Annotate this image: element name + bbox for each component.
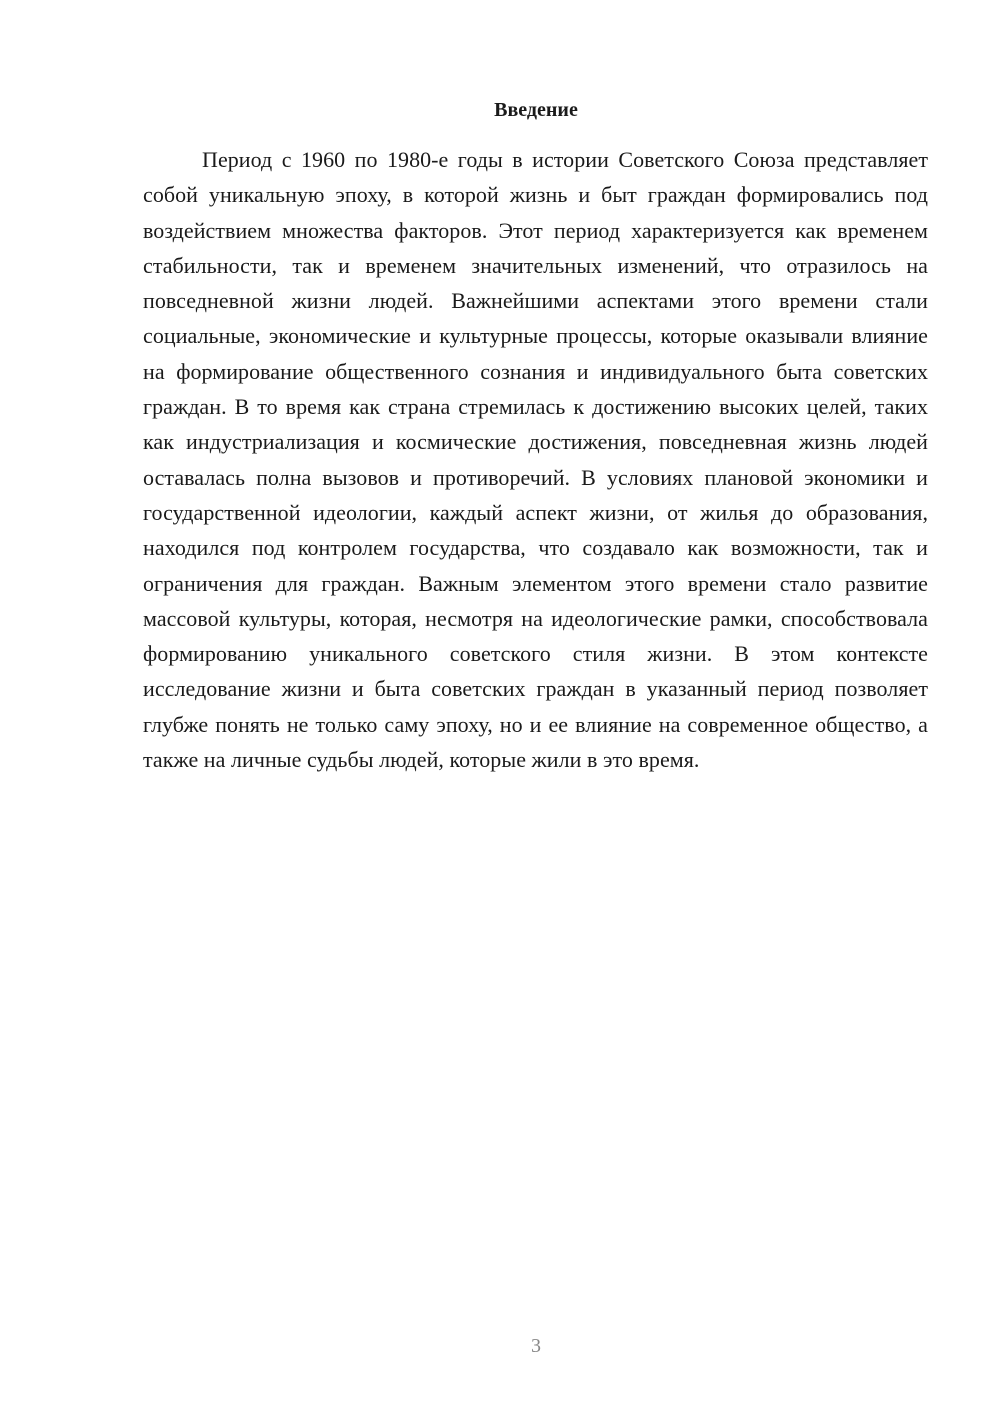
page-number: 3 <box>531 1335 541 1357</box>
body-paragraph: Период с 1960 по 1980-е годы в истории Советского Союза представляет собой уникальную эпоху, в которой жизнь и быт граждан формировались под воздействием множества факторов. Этот период характеризуется как временем стабильности, так и временем значительных изменений, что отразилось на повседневной жизни людей. Важнейшими аспектами этого времени стали социальные, экономические и культурные процессы, которые оказывали влияние на формирование общественного сознания и индивидуального быта советских граждан. В то время как страна стремилась к достижению высоких целей, таких как индустриализация и космические достижения, повседневная жизнь людей оставалась полна вызовов и противоречий. В условиях плановой экономики и государственной идеологии, каждый аспект жизни, от жилья до образования, находился под контролем государства, что создавало как возможности, так и ограничения для граждан. Важным элементом этого времени стало развитие массовой культуры, которая, несмотря на идеологические рамки, способствовала формированию уникального советского стиля жизни. В этом контексте исследование жизни и быта советских граждан в указанный период позволяет глубже понять не только саму эпоху, но и ее влияние на современное общество, а также на личные судьбы людей, которые жили в это время. <box>143 147 928 773</box>
section-heading: Введение <box>494 99 578 121</box>
